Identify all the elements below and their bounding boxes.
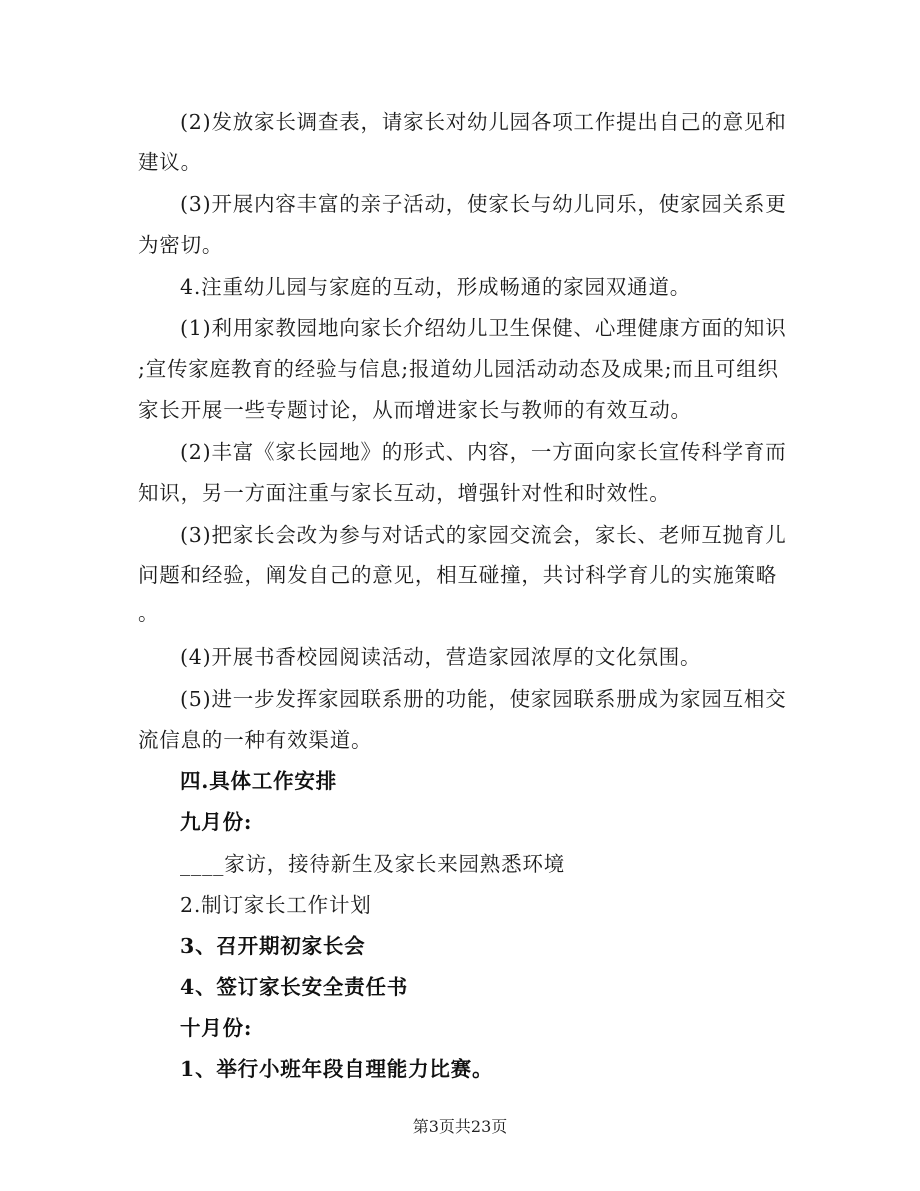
list-item: 4、签订家长安全责任书 <box>180 975 409 999</box>
page-number-footer: 第3页共23页 <box>412 1117 508 1136</box>
paragraph-line: (1)利用家教园地向家长介绍幼儿卫生保健、心理健康方面的知识 <box>180 316 787 340</box>
list-item: ____家访，接待新生及家长来园熟悉环境 <box>180 852 565 876</box>
month-heading: 十月份: <box>180 1016 253 1040</box>
paragraph-line: 问题和经验，阐发自己的意见，相互碰撞，共讨科学育儿的实施策略 <box>138 563 777 587</box>
paragraph-line: (2)丰富《家长园地》的形式、内容，一方面向家长宣传科学育而 <box>180 440 787 464</box>
paragraph-line: (4)开展书香校园阅读活动，营造家园浓厚的文化氛围。 <box>180 645 702 669</box>
paragraph-line: 。 <box>138 601 160 625</box>
paragraph-line: 为密切。 <box>138 233 224 257</box>
list-item: 1、举行小班年段自理能力比赛。 <box>180 1057 494 1081</box>
paragraph-line: (3)把家长会改为参与对话式的家园交流会，家长、老师互抛育儿 <box>180 523 787 547</box>
paragraph-line: ;宣传家庭教育的经验与信息;报道幼儿园活动动态及成果;而且可组织 <box>138 357 779 381</box>
paragraph-line: (2)发放家长调查表，请家长对幼儿园各项工作提出自己的意见和 <box>180 110 787 134</box>
list-item: 3、召开期初家长会 <box>180 934 366 958</box>
paragraph-line: 建议。 <box>138 150 202 174</box>
paragraph-line: 家长开展一些专题讨论，从而增进家长与教师的有效互动。 <box>138 398 692 422</box>
paragraph-line: (3)开展内容丰富的亲子活动，使家长与幼儿同乐，使家园关系更 <box>180 192 787 216</box>
month-heading: 九月份: <box>180 810 253 834</box>
paragraph-line: 知识，另一方面注重与家长互动，增强针对性和时效性。 <box>138 481 671 505</box>
paragraph-line: (5)进一步发挥家园联系册的功能，使家园联系册成为家园互相交 <box>180 687 787 711</box>
section-heading: 四.具体工作安排 <box>180 769 338 793</box>
section-heading: 4.注重幼儿园与家庭的互动，形成畅通的家园双通道。 <box>180 275 692 299</box>
paragraph-line: 流信息的一种有效渠道。 <box>138 728 373 752</box>
list-item: 2.制订家长工作计划 <box>180 893 372 917</box>
